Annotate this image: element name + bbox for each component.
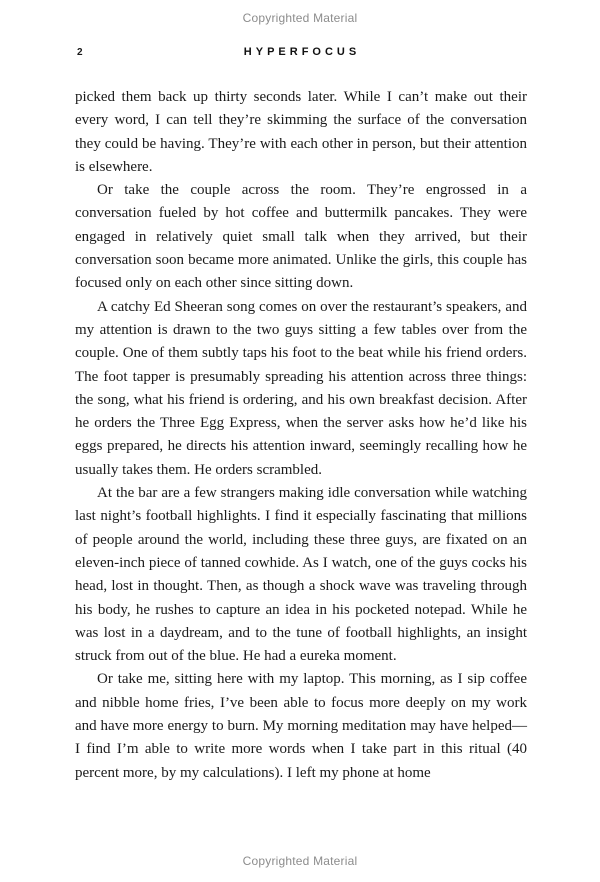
body-paragraph: At the bar are a few strangers making idle conversation while watching last night’s football highlights. I find it especially fascinating that millions of people around the world, including these three guys, are fixated on an eleven-inch piece of tanned cowhide. As I watch, one of the guys cocks his head, lost in thought. Then, as though a shock wave was traveling through his body, he rushes to capture an idea in his pocketed notepad. While he was lost in a daydream, and to the tune of football highlights, an insight struck from out of the blue. He had a eureka moment. — [75, 485, 527, 665]
body-paragraph: Or take the couple across the room. They’re engrossed in a conversation fueled by hot coffee and buttermilk pancakes. They were engaged in relatively quiet small talk when they arrived, but their conversation soon became more animated. Unlike the girls, this couple has focused only on each other since sitting down. — [75, 182, 527, 292]
body-paragraph: A catchy Ed Sheeran song comes on over the restaurant’s speakers, and my attention is drawn to the two guys sitting a few tables over from the couple. One of them subtly taps his foot to the beat while his friend orders. The foot tapper is presumably spreading his attention across three things: the song, what his friend is ordering, and his own breakfast decision. After he orders the Three Egg Express, when the server asks how he’d like his eggs prepared, he directs his attention inward, seemingly recalling how he usually takes them. He orders scrambled. — [75, 298, 527, 478]
body-paragraph: picked them back up thirty seconds later. While I can’t make out their every word, I can tell they’re skimming the surface of the conversation they could be having. They’re with each other in person, but their attention is elsewhere. — [75, 89, 527, 175]
body-paragraph: Or take me, sitting here with my laptop. This morning, as I sip coffee and nibble home fries, I’ve been able to focus more deeply on my work and have more energy to burn. My morning meditation may have helped—I find I’m able to write more words when I take part in this ritual (40 percent more, by my calculations). I left my phone at home — [75, 671, 527, 781]
copyright-notice-bottom: Copyrighted Material — [242, 854, 358, 868]
body-text-block — [75, 86, 527, 785]
running-head-title: HYPERFOCUS — [243, 46, 361, 58]
page-header — [0, 46, 600, 62]
copyright-notice-top: Copyrighted Material — [242, 11, 358, 25]
page-number: 2 — [77, 47, 83, 58]
